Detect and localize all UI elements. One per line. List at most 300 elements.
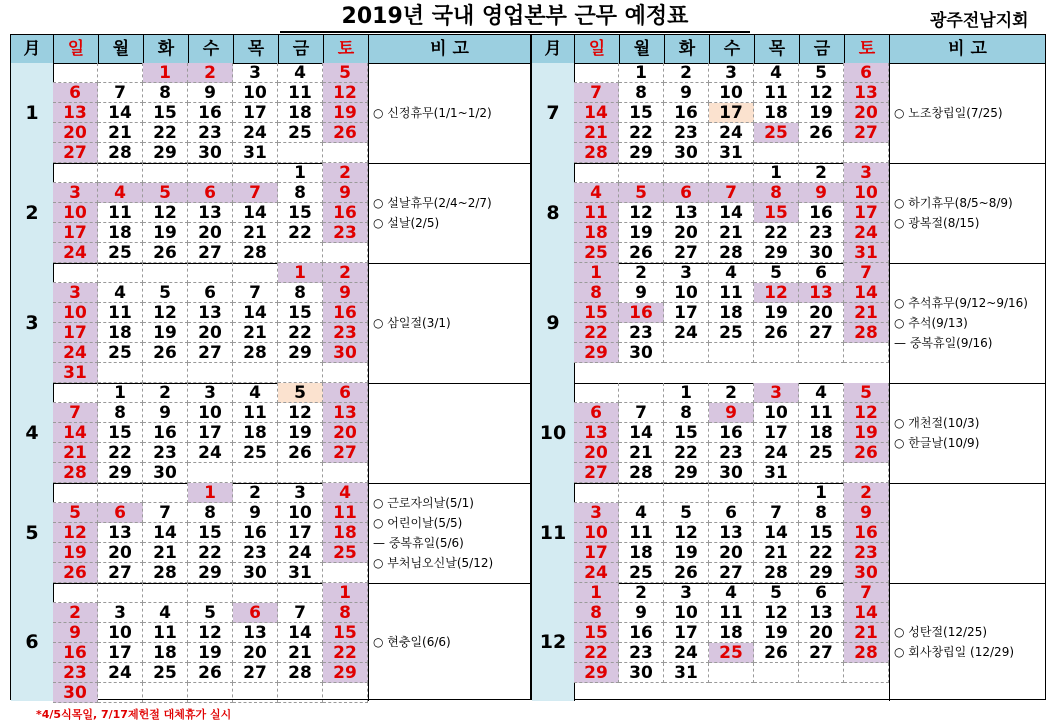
day-cell: 2 [799, 163, 844, 183]
day-cell: 2 [323, 163, 368, 183]
day-cell: 5 [53, 503, 98, 523]
remarks-cell [368, 383, 530, 483]
day-cell: 7 [844, 263, 889, 283]
day-cell-empty [188, 263, 233, 283]
day-cell: 31 [278, 563, 323, 583]
day-cell: 30 [233, 563, 278, 583]
day-cell: 15 [754, 203, 799, 223]
day-cell: 7 [98, 83, 143, 103]
day-cell: 14 [844, 283, 889, 303]
day-cell: 21 [53, 443, 98, 463]
month-label: 3 [11, 263, 54, 383]
day-cell: 17 [754, 423, 799, 443]
day-cell: 1 [143, 63, 188, 83]
day-cell: 15 [98, 423, 143, 443]
day-cell: 9 [799, 183, 844, 203]
day-cell: 2 [664, 63, 709, 83]
day-cell: 23 [799, 223, 844, 243]
remark-item: ○ 설날휴무(2/4~2/7) [373, 196, 492, 210]
day-cell-empty [278, 143, 323, 163]
day-cell: 21 [709, 223, 754, 243]
day-cell: 7 [709, 183, 754, 203]
day-cell-empty [323, 683, 368, 703]
day-cell: 14 [143, 523, 188, 543]
remarks-cell [889, 383, 1045, 483]
day-cell: 25 [233, 443, 278, 463]
month-label: 2 [11, 163, 54, 263]
remark-item: ○ 추석(9/13) [894, 316, 968, 330]
day-cell: 28 [98, 143, 143, 163]
day-cell: 9 [323, 183, 368, 203]
day-cell: 11 [143, 623, 188, 643]
day-cell: 2 [53, 603, 98, 623]
month-block-12 [532, 583, 1045, 701]
remark-item: — 중복휴일(9/16) [894, 336, 993, 350]
day-cell: 27 [844, 123, 889, 143]
day-cell-empty [754, 663, 799, 683]
month-label: 11 [532, 483, 575, 583]
day-cell: 19 [754, 623, 799, 643]
day-cell: 13 [799, 603, 844, 623]
day-cell: 4 [709, 263, 754, 283]
day-cell: 28 [143, 563, 188, 583]
day-cell: 3 [574, 503, 619, 523]
day-cell: 8 [574, 283, 619, 303]
day-cell-empty [799, 663, 844, 683]
day-cell: 10 [709, 83, 754, 103]
day-cell: 4 [754, 63, 799, 83]
day-cell: 3 [754, 383, 799, 403]
day-cell: 6 [53, 83, 98, 103]
day-cell-empty [844, 143, 889, 163]
day-cell-empty [709, 343, 754, 363]
day-cell-empty [233, 163, 278, 183]
day-cell: 11 [709, 603, 754, 623]
day-cell: 14 [98, 103, 143, 123]
remarks-cell [368, 63, 530, 163]
day-cell: 18 [98, 223, 143, 243]
day-cell: 22 [799, 543, 844, 563]
day-cell: 4 [98, 283, 143, 303]
day-cell: 24 [844, 223, 889, 243]
day-cell: 19 [188, 643, 233, 663]
day-cell: 4 [98, 183, 143, 203]
day-cell: 10 [278, 503, 323, 523]
day-cell: 16 [323, 303, 368, 323]
day-cell: 28 [53, 463, 98, 483]
day-cell: 6 [323, 383, 368, 403]
footnote: *4/5식목일, 7/17제헌절 대체휴가 실시 [36, 708, 232, 721]
day-cell-empty [664, 343, 709, 363]
remark-item: ○ 근로자의날(5/1) [373, 496, 474, 510]
day-cell: 17 [664, 623, 709, 643]
day-cell: 13 [53, 103, 98, 123]
day-cell: 18 [619, 543, 664, 563]
day-cell-empty [233, 463, 278, 483]
month-label: 5 [11, 483, 54, 583]
day-cell-empty [98, 63, 143, 83]
day-cell: 24 [53, 343, 98, 363]
day-cell: 31 [233, 143, 278, 163]
day-cell: 3 [664, 263, 709, 283]
day-cell: 25 [754, 123, 799, 143]
day-cell: 15 [619, 103, 664, 123]
day-cell: 5 [188, 603, 233, 623]
day-cell: 4 [574, 183, 619, 203]
day-cell: 14 [53, 423, 98, 443]
day-cell: 13 [323, 403, 368, 423]
day-cell: 1 [664, 383, 709, 403]
day-cell: 2 [143, 383, 188, 403]
day-cell: 11 [574, 203, 619, 223]
day-cell-empty [233, 583, 278, 603]
month-block-7 [532, 63, 1045, 164]
day-cell: 10 [53, 303, 98, 323]
day-cell: 10 [233, 83, 278, 103]
day-cell: 3 [844, 163, 889, 183]
calendar [10, 34, 1046, 703]
day-cell: 26 [754, 643, 799, 663]
day-cell-empty [323, 563, 368, 583]
day-cell: 17 [278, 523, 323, 543]
day-cell: 22 [278, 323, 323, 343]
day-cell: 5 [323, 63, 368, 83]
day-cell: 21 [233, 223, 278, 243]
month-label: 7 [532, 63, 575, 163]
day-cell: 21 [844, 303, 889, 323]
month-block-9 [532, 263, 1045, 384]
day-cell: 16 [188, 103, 233, 123]
month-block-8 [532, 163, 1045, 264]
day-cell: 2 [709, 383, 754, 403]
day-cell: 13 [664, 203, 709, 223]
day-cell: 10 [664, 283, 709, 303]
day-cell: 30 [619, 663, 664, 683]
day-cell-empty [278, 243, 323, 263]
month-label: 10 [532, 383, 575, 483]
day-cell-empty [323, 463, 368, 483]
organization-name: 광주전남지회 [930, 11, 1029, 31]
day-cell-empty [53, 383, 98, 403]
day-cell: 31 [53, 363, 98, 383]
day-cell: 6 [188, 183, 233, 203]
day-cell-empty [143, 263, 188, 283]
remarks-cell [368, 263, 530, 383]
day-cell: 24 [278, 543, 323, 563]
month-block-11 [532, 483, 1045, 584]
day-cell: 31 [754, 463, 799, 483]
day-cell: 2 [619, 263, 664, 283]
day-cell: 7 [844, 583, 889, 603]
day-cell: 16 [323, 203, 368, 223]
remark-item: ○ 어린이날(5/5) [373, 516, 463, 530]
day-cell-empty [799, 143, 844, 163]
day-cell: 23 [143, 443, 188, 463]
day-cell: 10 [754, 403, 799, 423]
day-cell: 4 [278, 63, 323, 83]
day-cell: 5 [143, 183, 188, 203]
day-cell: 16 [709, 423, 754, 443]
day-cell: 4 [619, 503, 664, 523]
remark-item: ○ 하기휴무(8/5~8/9) [894, 196, 1013, 210]
day-cell: 9 [233, 503, 278, 523]
day-cell: 8 [664, 403, 709, 423]
day-cell-empty [188, 163, 233, 183]
day-cell: 5 [143, 283, 188, 303]
day-cell: 25 [619, 563, 664, 583]
day-cell: 2 [323, 263, 368, 283]
day-cell: 17 [98, 643, 143, 663]
remarks-cell [889, 163, 1045, 263]
day-cell: 16 [233, 523, 278, 543]
header-remarks: 비 고 [889, 35, 1045, 63]
day-cell: 27 [664, 243, 709, 263]
day-cell: 13 [844, 83, 889, 103]
remark-item: — 중복휴일(5/6) [373, 536, 464, 550]
day-cell: 8 [278, 183, 323, 203]
day-cell: 5 [664, 503, 709, 523]
day-cell: 31 [844, 243, 889, 263]
day-cell: 19 [754, 303, 799, 323]
remarks-cell [889, 263, 1045, 383]
day-cell: 1 [799, 483, 844, 503]
day-cell: 9 [53, 623, 98, 643]
day-cell: 16 [844, 523, 889, 543]
day-cell: 8 [188, 503, 233, 523]
day-cell: 12 [278, 403, 323, 423]
day-cell: 7 [143, 503, 188, 523]
day-cell: 22 [664, 443, 709, 463]
day-cell: 29 [574, 343, 619, 363]
day-cell: 29 [143, 143, 188, 163]
month-label: 12 [532, 583, 575, 701]
day-cell: 25 [799, 443, 844, 463]
day-cell: 20 [323, 423, 368, 443]
day-cell: 26 [188, 663, 233, 683]
day-cell: 27 [188, 343, 233, 363]
day-cell-empty [574, 163, 619, 183]
header-row [11, 35, 530, 64]
day-cell: 11 [278, 83, 323, 103]
day-cell: 11 [754, 83, 799, 103]
day-cell-empty [844, 663, 889, 683]
day-cell: 29 [619, 143, 664, 163]
day-cell: 25 [574, 243, 619, 263]
day-cell-empty [323, 143, 368, 163]
day-cell: 10 [53, 203, 98, 223]
remarks-cell [368, 483, 530, 583]
day-cell: 4 [233, 383, 278, 403]
day-cell-empty [188, 463, 233, 483]
day-cell: 9 [619, 603, 664, 623]
day-cell: 4 [799, 383, 844, 403]
day-cell: 12 [188, 623, 233, 643]
day-cell: 8 [619, 83, 664, 103]
day-cell-empty [709, 483, 754, 503]
day-cell-empty [619, 483, 664, 503]
day-cell: 16 [143, 423, 188, 443]
day-cell: 11 [98, 303, 143, 323]
day-cell: 19 [323, 103, 368, 123]
day-cell: 3 [278, 483, 323, 503]
day-cell: 19 [799, 103, 844, 123]
day-cell-empty [98, 163, 143, 183]
day-cell: 19 [143, 323, 188, 343]
day-cell: 13 [98, 523, 143, 543]
month-label: 1 [11, 63, 54, 163]
day-cell: 9 [619, 283, 664, 303]
day-cell: 3 [98, 603, 143, 623]
day-cell: 9 [709, 403, 754, 423]
day-cell: 27 [188, 243, 233, 263]
day-cell: 3 [664, 583, 709, 603]
day-cell: 30 [799, 243, 844, 263]
day-cell: 2 [233, 483, 278, 503]
day-cell: 6 [799, 263, 844, 283]
day-cell: 6 [233, 603, 278, 623]
day-cell: 1 [278, 163, 323, 183]
day-cell: 20 [574, 443, 619, 463]
day-cell: 10 [98, 623, 143, 643]
day-cell: 21 [278, 643, 323, 663]
day-cell: 25 [143, 663, 188, 683]
day-cell: 20 [53, 123, 98, 143]
day-cell: 18 [574, 223, 619, 243]
day-cell: 22 [143, 123, 188, 143]
day-cell: 11 [619, 523, 664, 543]
day-cell-empty [278, 683, 323, 703]
day-cell: 7 [233, 283, 278, 303]
day-cell: 28 [709, 243, 754, 263]
day-cell: 16 [664, 103, 709, 123]
day-cell-empty [143, 363, 188, 383]
day-cell: 21 [574, 123, 619, 143]
header-day-0: 일 [574, 35, 619, 63]
day-cell: 19 [53, 543, 98, 563]
day-cell: 24 [709, 123, 754, 143]
day-cell: 15 [278, 303, 323, 323]
day-cell-empty [233, 263, 278, 283]
day-cell: 23 [844, 543, 889, 563]
day-cell: 12 [754, 283, 799, 303]
day-cell-empty [709, 163, 754, 183]
day-cell-empty [844, 463, 889, 483]
day-cell: 23 [709, 443, 754, 463]
day-cell: 1 [574, 263, 619, 283]
remark-item: ○ 한글날(10/9) [894, 436, 980, 450]
day-cell-empty [754, 483, 799, 503]
day-cell: 29 [664, 463, 709, 483]
day-cell: 8 [754, 183, 799, 203]
day-cell: 19 [664, 543, 709, 563]
day-cell: 18 [754, 103, 799, 123]
day-cell: 20 [188, 323, 233, 343]
day-cell: 31 [709, 143, 754, 163]
day-cell: 26 [278, 443, 323, 463]
day-cell: 19 [278, 423, 323, 443]
day-cell: 15 [278, 203, 323, 223]
day-cell: 24 [754, 443, 799, 463]
day-cell: 28 [844, 323, 889, 343]
day-cell: 22 [574, 643, 619, 663]
remarks-cell [889, 583, 1045, 701]
remark-item: ○ 개천절(10/3) [894, 416, 980, 430]
day-cell-empty [98, 263, 143, 283]
day-cell: 20 [664, 223, 709, 243]
day-cell: 5 [754, 263, 799, 283]
day-cell: 11 [323, 503, 368, 523]
remarks-cell [368, 583, 530, 701]
day-cell: 7 [574, 83, 619, 103]
day-cell: 23 [619, 323, 664, 343]
day-cell: 19 [844, 423, 889, 443]
day-cell: 20 [188, 223, 233, 243]
day-cell: 10 [664, 603, 709, 623]
day-cell: 21 [754, 543, 799, 563]
day-cell: 26 [53, 563, 98, 583]
day-cell: 21 [143, 543, 188, 563]
day-cell: 27 [574, 463, 619, 483]
day-cell: 15 [799, 523, 844, 543]
day-cell: 22 [754, 223, 799, 243]
day-cell: 17 [574, 543, 619, 563]
day-cell: 6 [574, 403, 619, 423]
day-cell: 29 [278, 343, 323, 363]
day-cell: 26 [143, 243, 188, 263]
day-cell: 27 [98, 563, 143, 583]
day-cell: 6 [664, 183, 709, 203]
day-cell: 28 [233, 343, 278, 363]
header-day-6: 토 [844, 35, 889, 63]
remark-item: ○ 삼일절(3/1) [373, 316, 451, 330]
day-cell: 18 [709, 303, 754, 323]
day-cell-empty [844, 343, 889, 363]
day-cell-empty [143, 483, 188, 503]
day-cell: 29 [323, 663, 368, 683]
day-cell: 17 [664, 303, 709, 323]
day-cell-empty [98, 363, 143, 383]
day-cell: 8 [143, 83, 188, 103]
day-cell: 8 [323, 603, 368, 623]
day-cell: 29 [574, 663, 619, 683]
day-cell: 12 [323, 83, 368, 103]
day-cell-empty [53, 583, 98, 603]
day-cell: 1 [754, 163, 799, 183]
day-cell: 16 [53, 643, 98, 663]
day-cell: 14 [844, 603, 889, 623]
day-cell: 24 [188, 443, 233, 463]
remarks-cell [889, 483, 1045, 583]
day-cell: 18 [799, 423, 844, 443]
day-cell: 23 [323, 223, 368, 243]
day-cell-empty [799, 463, 844, 483]
day-cell: 22 [574, 323, 619, 343]
day-cell: 10 [188, 403, 233, 423]
remark-item: ○ 신정휴무(1/1~1/2) [373, 106, 492, 120]
day-cell: 6 [98, 503, 143, 523]
day-cell-empty [53, 163, 98, 183]
day-cell: 24 [664, 643, 709, 663]
day-cell-empty [143, 683, 188, 703]
day-cell: 30 [844, 563, 889, 583]
remark-item: ○ 노조창립일(7/25) [894, 106, 1003, 120]
day-cell: 26 [844, 443, 889, 463]
day-cell: 3 [53, 283, 98, 303]
header-day-4: 목 [233, 35, 278, 63]
day-cell: 15 [323, 623, 368, 643]
day-cell: 30 [664, 143, 709, 163]
day-cell: 14 [574, 103, 619, 123]
